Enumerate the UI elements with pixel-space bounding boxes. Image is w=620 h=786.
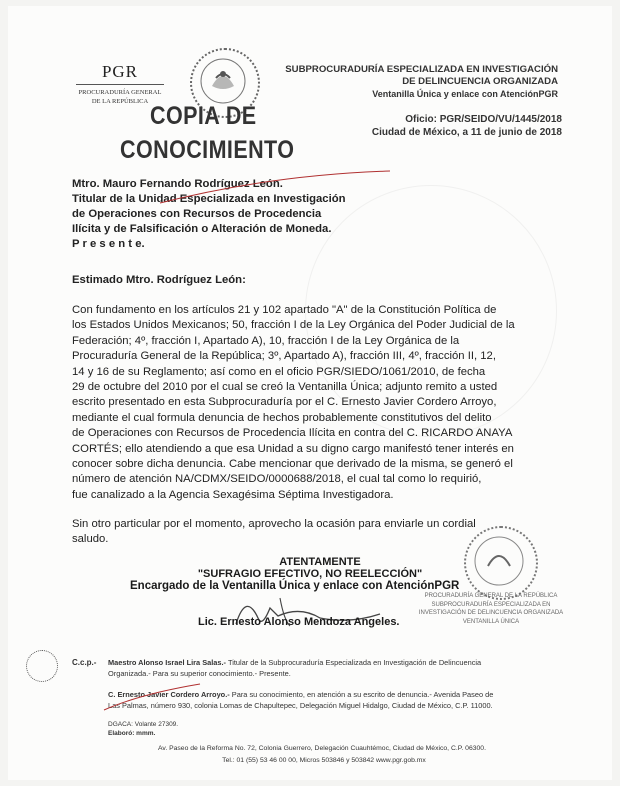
stamp-copia-de: COPIA DE <box>150 102 257 130</box>
logo-divider <box>76 84 164 85</box>
recipient-title-1: Titular de la Unidad Especializada en Investigación <box>72 193 346 205</box>
office-line-3: Ventanilla Única y enlace con AtenciónPGR <box>372 89 558 99</box>
ccp-entry-1: Maestro Alonso Israel Lira Salas.- Titular de la Subprocuraduría Especializada en Investigación de Delincuencia Organizada.- Para su superior conocimiento.- Presente. <box>108 658 482 678</box>
office-line-2: DE DELINCUENCIA ORGANIZADA <box>402 76 558 87</box>
address-line-1: Av. Paseo de la Reforma No. 72, Colonia Guerrero, Delegación Cuauhtémoc, Ciudad de México, C.P. 06300. <box>158 745 486 752</box>
presente: P r e s e n t e. <box>72 238 145 250</box>
pgr-logo-subtitle: PROCURADURÍA GENERAL DE LA REPÚBLICA <box>78 89 162 105</box>
recipient-title-3: Ilícita y de Falsificación o Alteración de Moneda. <box>72 223 332 235</box>
atentamente: ATENTAMENTE <box>279 556 361 568</box>
recipient-name: Mtro. Mauro Fernando Rodríguez León. <box>72 178 283 190</box>
footer-emblem-icon <box>26 650 58 682</box>
elaboro: Elaboró: mmm. <box>108 730 156 737</box>
office-line-1: SUBPROCURADURÍA ESPECIALIZADA EN INVESTIGACIÓN <box>285 64 558 75</box>
oficio-number: Oficio: PGR/SEIDO/VU/1445/2018 <box>405 114 562 125</box>
ccp-entry-1-name: Maestro Alonso Israel Lira Salas.- <box>108 658 227 667</box>
office-seal <box>464 526 538 600</box>
address-line-2: Tel.: 01 (55) 53 46 00 00, Micros 503846 y 503842 www.pgr.gob.mx <box>222 757 426 764</box>
stamp-conocimiento: CONOCIMIENTO <box>120 136 295 164</box>
dgaca-volante: DGACA: Volante 27309. <box>108 721 179 728</box>
motto: "SUFRAGIO EFECTIVO, NO REELECCIÓN" <box>197 568 423 580</box>
signer-name: Lic. Ernesto Alonso Mendoza Angeles. <box>198 616 400 628</box>
ccp-entry-2: C. Ernesto Javier Cordero Arroyo.- Para su conocimiento, en atención a su escrito de denuncia.- Avenida Paseo de Las Palmas, número 930, colonia Lomas de Chapultepec, Delegación Miguel Hidalgo, Ciudad de México, C.P. 11000. <box>108 690 494 710</box>
signer-role: Encargado de la Ventanilla Única y enlace con AtenciónPGR <box>130 580 460 592</box>
pgr-logo-text: PGR <box>101 62 139 81</box>
pen-annotation-ccp <box>100 680 220 720</box>
closing-paragraph: Sin otro particular por el momento, aprovecho la ocasión para enviarle un cordial saludo. <box>72 518 476 546</box>
ccp-label: C.c.p.- <box>72 658 97 667</box>
ccp-entry-2-name: C. Ernesto Javier Cordero Arroyo.- <box>108 690 230 699</box>
greeting: Estimado Mtro. Rodríguez León: <box>72 274 246 286</box>
recipient-title-2: de Operaciones con Recursos de Procedencia <box>72 208 322 220</box>
pen-annotation-top <box>150 165 450 215</box>
office-seal-text: PROCURADURÍA GENERAL DE LA REPÚBLICA SUBPROCURADURÍA ESPECIALIZADA EN INVESTIGACIÓN DE DELINCUENCIA ORGANIZADA VENTANILLA ÚNICA <box>418 593 564 625</box>
body-paragraph: Con fundamento en los artículos 21 y 102 apartado "A" de la Constitución Política de los Estados Unidos Mexicanos; 50, fracción I de la Ley Orgánica del Poder Judicial de la Federación; 4º, fracción I, Apartado A), 10, fracción I de la Ley Orgánica de la Procuraduría General de la República; 3º, Apartado A), fracción III, 4º, fracción II, 12, 14 y 16 de su Reglamento; así como en el oficio PGR/SIEDO/1061/2010, de fecha 29 de octubre del 2010 por el cual se creó la Ventanilla Única; adjunto remito a usted escrito presentado en esta Subprocuraduría por el C. Ernesto Javier Cordero Arroyo, mediante el cual formula denuncia de hechos probablemente constitutivos del delito de Operaciones con Recursos de Procedencia Ilícita en contra del C. RICARDO ANAYA CORTÉS; ello atendiendo a que esa Unidad a su digno cargo manifestó tener interés en conocer sobre dicha denuncia. Cabe mencionar que derivado de la misma, se generó el número de atención NA/CDMX/SEIDO/0000688/2018, el cual tal como lo requirió, fue canalizado a la Agencia Sexagésima Séptima Investigadora. <box>72 304 515 501</box>
document-date: Ciudad de México, a 11 de junio de 2018 <box>371 127 562 138</box>
